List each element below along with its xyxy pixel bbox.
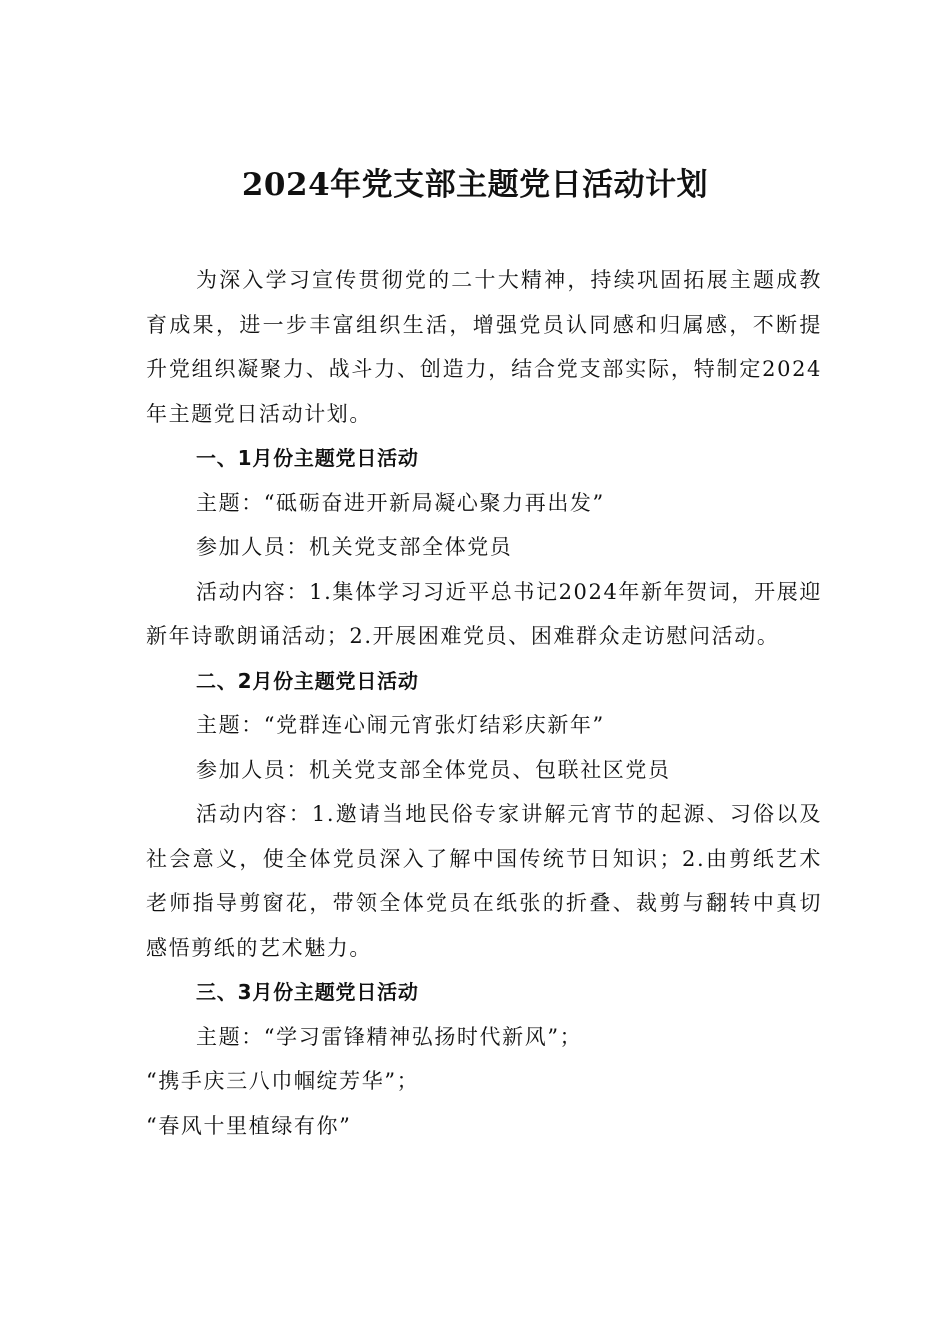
intro-paragraph: 为深入学习宣传贯彻党的二十大精神，持续巩固拓展主题成教育成果，进一步丰富组织生活，增强党员认同感和归属感，不断提升党组织凝聚力、战斗力、创造力，结合党支部实际，特制定2024年主题党日活动计划。	[146, 268, 822, 426]
section-2-content: 活动内容：1.邀请当地民俗专家讲解元宵节的起源、习俗以及社会意义，使全体党员深入了解中国传统节日知识；2.由剪纸艺术老师指导剪窗花，带领全体党员在纸张的折叠、裁剪与翻转中真切感悟剪纸的艺术魅力。	[146, 802, 822, 960]
section-2-participants: 参加人员：机关党支部全体党员、包联社区党员	[196, 757, 671, 782]
section-1-content: 活动内容：1.集体学习习近平总书记2024年新年贺词，开展迎新年诗歌朗诵活动；2.开展困难党员、困难群众走访慰问活动。	[146, 579, 822, 648]
document-title: 2024年党支部主题党日活动计划	[241, 167, 709, 203]
section-1-participants: 参加人员：机关党支部全体党员	[196, 535, 513, 559]
section-3-theme-continued: “携手庆三八巾帼绽芳华”；	[146, 1069, 420, 1093]
document-body	[146, 258, 822, 1148]
section-2-theme: 主题：“党群连心闹元宵张灯结彩庆新年”	[196, 713, 605, 737]
section-3-theme: 主题：“学习雷锋精神弘扬时代新风”；	[196, 1024, 583, 1049]
section-3-heading: 三、3月份主题党日活动	[196, 980, 419, 1004]
section-1-heading: 一、1月份主题党日活动	[196, 446, 419, 470]
section-2-heading: 二、2月份主题党日活动	[196, 668, 419, 693]
section-3-theme-continued: “春风十里植绿有你”	[146, 1113, 352, 1138]
section-1-theme: 主题：“砥砺奋进开新局凝心聚力再出发”	[196, 490, 605, 515]
